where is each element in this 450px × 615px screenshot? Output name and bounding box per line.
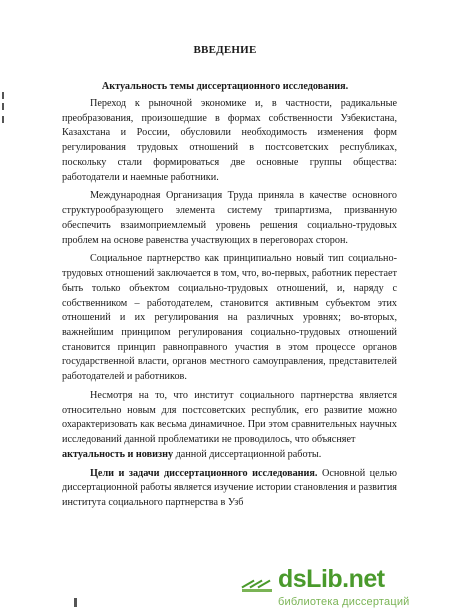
paragraph-text: данной диссертационной работы. xyxy=(173,448,322,460)
page-title: ВВЕДЕНИЕ xyxy=(193,44,257,56)
paragraph xyxy=(62,467,397,511)
watermark-name: dsLib.net xyxy=(278,565,385,593)
section-heading: Актуальность темы диссертационного исследования. xyxy=(101,81,349,92)
bold-phrase: Цели и задачи диссертационного исследования. xyxy=(90,467,318,479)
paragraph xyxy=(62,389,397,463)
scan-artifact-mark xyxy=(2,103,4,110)
paragraph-text: Основной целью диссертационной работы является изучение истории становления и развития института социального партнерства в Узб xyxy=(62,467,397,509)
scan-artifact-mark xyxy=(74,598,77,607)
paragraph: Переход к рыночной экономике и, в частности, радикальные преобразования, произошедшие в формах собственности Узбекистана, Казахстана и России, обусловили необходимость изменения форм регулирования трудовых отношений в постсоветских республиках, поскольку стали формироваться две основные группы общества: работодатели и наемные работники. xyxy=(62,98,397,183)
paragraph-text: Несмотря на то, что институт социального партнерства является относительно новым для постсоветских республик, его развитие можно охарактеризовать как весьма динамичное. При этом сравнительных научных исследований данной проблематики не проводилось, что объясняет xyxy=(62,389,397,446)
dslib-logo-icon xyxy=(240,571,274,595)
body-text xyxy=(62,97,397,515)
scan-artifact-mark xyxy=(2,92,4,99)
paragraph: Социальное партнерство как принципиально новый тип социально-трудовых отношений заключается в том, что, во-первых, работник перестает быть только объектом социально-трудовых отношений, и, наряду с собственником – работодателем, становится активным субъектом этих отношений и их регулирования на различных уровнях; во-вторых, важнейшим принципом регулирования социально-трудовых отношений становится принцип равноправного участия в этом процессе органов государственной власти, органов местного самоуправления, представителей работодателей и работников. xyxy=(62,253,397,383)
bold-phrase: актуальность и новизну xyxy=(62,448,174,460)
scan-artifact-mark xyxy=(2,116,4,123)
watermark-tagline: библиотека диссертаций xyxy=(278,596,410,608)
watermark xyxy=(238,565,438,609)
paragraph: Международная Организация Труда приняла в качестве основного структурообразующего элемента систему трипартизма, призванную обеспечить взаимоприемлемый уровень решения социально-трудовых проблем на основе равенства участвующих в переговорах сторон. xyxy=(62,190,397,246)
